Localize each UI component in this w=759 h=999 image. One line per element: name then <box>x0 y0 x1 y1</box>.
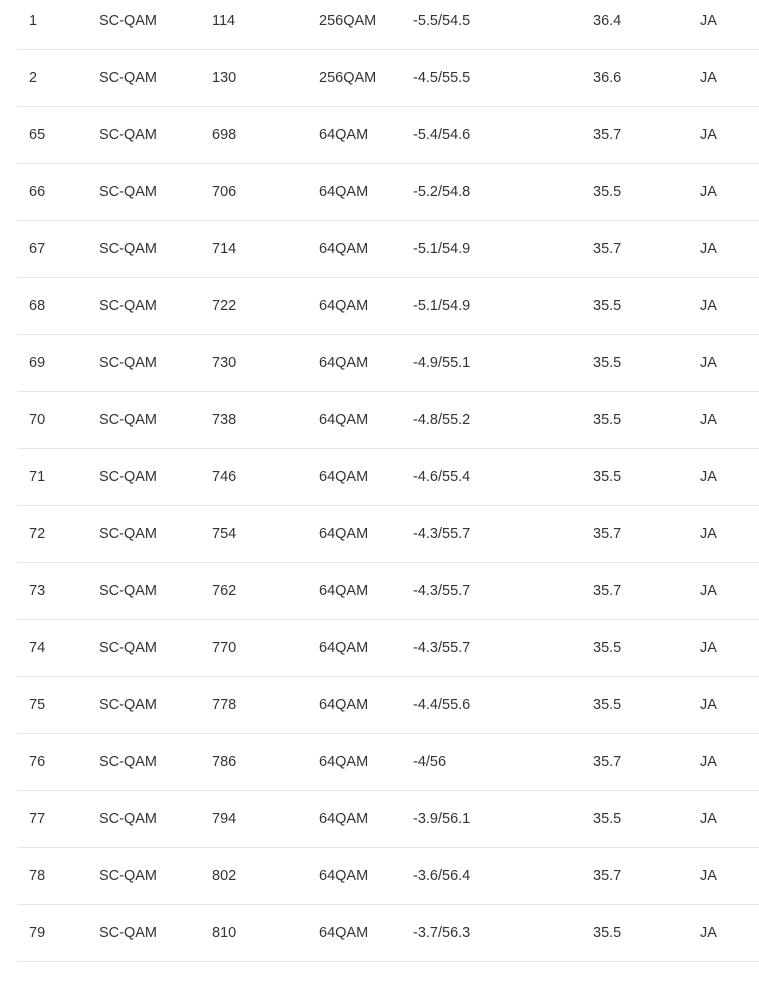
table-row <box>17 107 759 164</box>
snr-cell: 35.7 <box>593 526 622 542</box>
channel-type-cell: SC-QAM <box>99 13 157 29</box>
power-cell: -4.3/55.7 <box>413 583 471 599</box>
modulation-cell: 64QAM <box>319 469 369 485</box>
table-row <box>17 0 759 50</box>
frequency-cell: 114 <box>212 13 236 29</box>
table-row <box>17 791 759 848</box>
table-row <box>17 164 759 221</box>
frequency-cell: 802 <box>212 868 237 884</box>
modulation-cell: 64QAM <box>319 925 369 941</box>
frequency-cell: 130 <box>212 70 237 86</box>
table-row <box>17 392 759 449</box>
table-row <box>17 506 759 563</box>
snr-cell: 35.5 <box>593 184 622 200</box>
power-cell: -4.9/55.1 <box>413 355 471 371</box>
modulation-cell: 64QAM <box>319 697 369 713</box>
modulation-cell: 64QAM <box>319 583 369 599</box>
channel-id-cell: 65 <box>29 127 46 143</box>
power-cell: -4.3/55.7 <box>413 640 471 656</box>
table-row <box>17 677 759 734</box>
channel-id-cell: 76 <box>29 754 46 770</box>
locked-status-cell: JA <box>700 70 717 86</box>
channel-type-cell: SC-QAM <box>99 127 157 143</box>
snr-cell: 35.5 <box>593 469 622 485</box>
power-cell: -5.2/54.8 <box>413 184 471 200</box>
locked-status-cell: JA <box>700 754 717 770</box>
modulation-cell: 64QAM <box>319 754 369 770</box>
snr-cell: 35.7 <box>593 241 622 257</box>
locked-status-cell: JA <box>700 412 717 428</box>
channel-id-cell: 2 <box>29 70 38 86</box>
channel-type-cell: SC-QAM <box>99 583 157 599</box>
table-row <box>17 335 759 392</box>
locked-status-cell: JA <box>700 184 717 200</box>
table-row <box>17 50 759 107</box>
frequency-cell: 746 <box>212 469 237 485</box>
power-cell: -3.7/56.3 <box>413 925 471 941</box>
table-row <box>17 221 759 278</box>
power-cell: -4.5/55.5 <box>413 70 471 86</box>
table-row <box>17 734 759 791</box>
locked-status-cell: JA <box>700 811 717 827</box>
table-row <box>17 620 759 677</box>
frequency-cell: 762 <box>212 583 237 599</box>
locked-status-cell: JA <box>700 925 717 941</box>
channel-type-cell: SC-QAM <box>99 925 157 941</box>
channel-type-cell: SC-QAM <box>99 526 157 542</box>
snr-cell: 35.5 <box>593 697 622 713</box>
snr-cell: 35.5 <box>593 640 622 656</box>
power-cell: -4/56 <box>413 754 447 770</box>
modulation-cell: 64QAM <box>319 355 369 371</box>
locked-status-cell: JA <box>700 298 717 314</box>
locked-status-cell: JA <box>700 640 717 656</box>
channel-id-cell: 68 <box>29 298 46 314</box>
channel-id-cell: 73 <box>29 583 46 599</box>
snr-cell: 35.5 <box>593 925 622 941</box>
modulation-cell: 64QAM <box>319 640 369 656</box>
channel-id-cell: 66 <box>29 184 46 200</box>
channel-type-cell: SC-QAM <box>99 868 157 884</box>
power-cell: -5.5/54.5 <box>413 13 471 29</box>
channel-type-cell: SC-QAM <box>99 469 157 485</box>
channel-id-cell: 70 <box>29 412 46 428</box>
snr-cell: 35.7 <box>593 583 622 599</box>
downstream-channel-table <box>17 0 759 962</box>
frequency-cell: 706 <box>212 184 237 200</box>
modulation-cell: 64QAM <box>319 184 369 200</box>
channel-id-cell: 67 <box>29 241 46 257</box>
frequency-cell: 810 <box>212 925 237 941</box>
locked-status-cell: JA <box>700 355 717 371</box>
table-row <box>17 563 759 620</box>
modulation-cell: 64QAM <box>319 241 369 257</box>
power-cell: -4.8/55.2 <box>413 412 471 428</box>
table-row <box>17 848 759 905</box>
locked-status-cell: JA <box>700 526 717 542</box>
channel-id-cell: 75 <box>29 697 46 713</box>
channel-type-cell: SC-QAM <box>99 355 157 371</box>
locked-status-cell: JA <box>700 583 717 599</box>
snr-cell: 35.7 <box>593 754 622 770</box>
locked-status-cell: JA <box>700 868 717 884</box>
channel-type-cell: SC-QAM <box>99 697 157 713</box>
modulation-cell: 64QAM <box>319 298 369 314</box>
locked-status-cell: JA <box>700 241 717 257</box>
channel-type-cell: SC-QAM <box>99 811 157 827</box>
channel-id-cell: 78 <box>29 868 46 884</box>
power-cell: -5.4/54.6 <box>413 127 471 143</box>
power-cell: -3.9/56.1 <box>413 811 471 827</box>
modulation-cell: 64QAM <box>319 526 369 542</box>
locked-status-cell: JA <box>700 469 717 485</box>
frequency-cell: 754 <box>212 526 237 542</box>
power-cell: -5.1/54.9 <box>413 298 471 314</box>
frequency-cell: 794 <box>212 811 237 827</box>
channel-id-cell: 69 <box>29 355 46 371</box>
power-cell: -4.4/55.6 <box>413 697 471 713</box>
frequency-cell: 770 <box>212 640 237 656</box>
locked-status-cell: JA <box>700 127 717 143</box>
modulation-cell: 64QAM <box>319 412 369 428</box>
table-row <box>17 905 759 962</box>
channel-id-cell: 79 <box>29 925 46 941</box>
modulation-cell: 64QAM <box>319 127 369 143</box>
channel-type-cell: SC-QAM <box>99 754 157 770</box>
modulation-cell: 256QAM <box>319 13 377 29</box>
table-row <box>17 449 759 506</box>
channel-type-cell: SC-QAM <box>99 640 157 656</box>
modulation-cell: 64QAM <box>319 868 369 884</box>
power-cell: -3.6/56.4 <box>413 868 471 884</box>
channel-type-cell: SC-QAM <box>99 241 157 257</box>
snr-cell: 36.6 <box>593 70 622 86</box>
channel-type-cell: SC-QAM <box>99 298 157 314</box>
snr-cell: 35.7 <box>593 127 622 143</box>
power-cell: -4.3/55.7 <box>413 526 471 542</box>
channel-type-cell: SC-QAM <box>99 412 157 428</box>
locked-status-cell: JA <box>700 13 717 29</box>
channel-type-cell: SC-QAM <box>99 184 157 200</box>
power-cell: -4.6/55.4 <box>413 469 471 485</box>
frequency-cell: 714 <box>212 241 237 257</box>
channel-id-cell: 77 <box>29 811 46 827</box>
modulation-cell: 256QAM <box>319 70 377 86</box>
channel-id-cell: 74 <box>29 640 46 656</box>
snr-cell: 35.5 <box>593 412 622 428</box>
frequency-cell: 786 <box>212 754 237 770</box>
snr-cell: 36.4 <box>593 13 622 29</box>
snr-cell: 35.5 <box>593 811 622 827</box>
table-row <box>17 278 759 335</box>
locked-status-cell: JA <box>700 697 717 713</box>
channel-type-cell: SC-QAM <box>99 70 157 86</box>
frequency-cell: 730 <box>212 355 237 371</box>
frequency-cell: 778 <box>212 697 237 713</box>
snr-cell: 35.5 <box>593 298 622 314</box>
channel-id-cell: 72 <box>29 526 46 542</box>
power-cell: -5.1/54.9 <box>413 241 471 257</box>
frequency-cell: 738 <box>212 412 237 428</box>
modulation-cell: 64QAM <box>319 811 369 827</box>
channel-id-cell: 1 <box>29 13 38 29</box>
snr-cell: 35.7 <box>593 868 622 884</box>
channel-id-cell: 71 <box>29 469 46 485</box>
frequency-cell: 698 <box>212 127 237 143</box>
snr-cell: 35.5 <box>593 355 622 371</box>
frequency-cell: 722 <box>212 298 237 314</box>
